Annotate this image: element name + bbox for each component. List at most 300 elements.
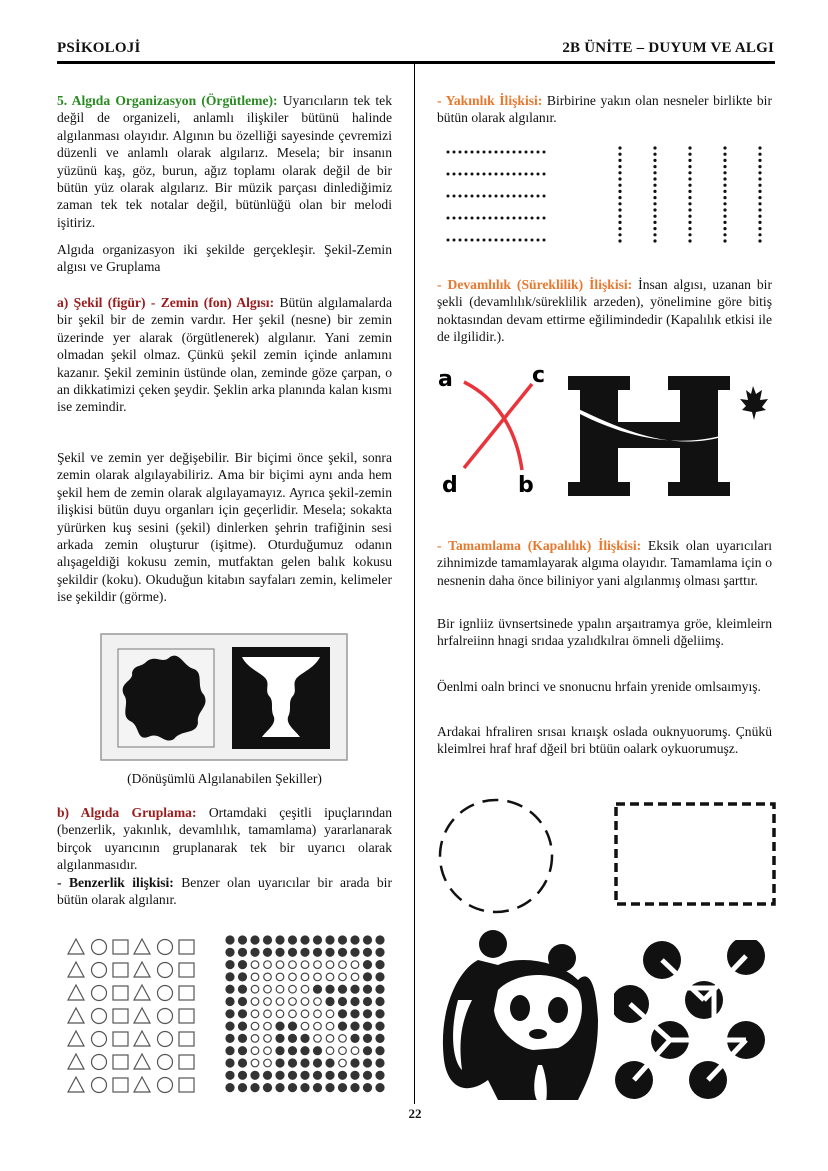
illusory-cube-figure (614, 940, 780, 1105)
filled-dot (375, 948, 384, 957)
filled-dot (325, 997, 334, 1006)
hollow-dot (264, 1035, 272, 1043)
filled-dot (300, 1058, 309, 1067)
filled-dot (350, 1034, 359, 1043)
filled-dot (288, 1046, 297, 1055)
proximity-dot (688, 227, 691, 230)
proximity-dot (459, 217, 462, 220)
proximity-dot (688, 202, 691, 205)
filled-dot (350, 1009, 359, 1018)
proximity-dot (758, 208, 761, 211)
square-shape (179, 1078, 194, 1092)
proximity-dot (618, 171, 621, 174)
proximity-dot (723, 177, 726, 180)
proximity-dot (758, 177, 761, 180)
grouping-heading: b) Algıda Gruplama: (57, 805, 197, 820)
hollow-dot (276, 985, 284, 993)
filled-dot (238, 1083, 247, 1092)
filled-dot (350, 935, 359, 944)
proximity-dot (723, 159, 726, 162)
proximity-dot (688, 165, 691, 168)
header-rule (57, 61, 775, 64)
dashed-circle-figure (436, 796, 556, 916)
similarity-text: Benzer olan uyarıcılar bir arada bir bütün olarak algılanır. (57, 875, 392, 908)
filled-dot (238, 1071, 247, 1080)
proximity-dot (688, 171, 691, 174)
proximity-dot (513, 173, 516, 176)
similarity-paragraph (57, 874, 392, 909)
proximity-dot (447, 173, 450, 176)
hollow-dot (276, 961, 284, 969)
filled-dot (363, 985, 372, 994)
filled-dot (375, 1083, 384, 1092)
hollow-dot (251, 998, 259, 1006)
proximity-dot (489, 173, 492, 176)
proximity-dot (489, 217, 492, 220)
filled-dot (225, 960, 234, 969)
filled-dot (325, 948, 334, 957)
hollow-dot (301, 985, 309, 993)
filled-dot (350, 948, 359, 957)
proximity-dot (519, 151, 522, 154)
scrambled-text-1: Bir ignliiz üvnsertsinede ypalın arşaıtramya gröe, kleimleirn hrfalreiinn hnagi srıdaa yzalıdkılraı ömneli dğeliimş. (437, 616, 772, 649)
circle-shape (158, 1055, 173, 1070)
square-shape (179, 1009, 194, 1023)
square-shape (113, 963, 128, 977)
square-shape (179, 1055, 194, 1069)
hollow-dot (314, 961, 322, 969)
filled-dot (288, 1083, 297, 1092)
filled-dot (225, 985, 234, 994)
circle-shape (158, 963, 173, 978)
proximity-dot (453, 173, 456, 176)
proximity-dot (653, 177, 656, 180)
filled-dot (363, 948, 372, 957)
hollow-dot (251, 973, 259, 981)
proximity-dot (723, 165, 726, 168)
filled-dot (300, 1083, 309, 1092)
filled-dot (375, 935, 384, 944)
proximity-dot (723, 233, 726, 236)
hollow-dot (251, 1035, 259, 1043)
proximity-dot (507, 195, 510, 198)
closure-heading: - Tamamlama (Kapalılık) İlişkisi: (437, 538, 642, 553)
illusory-edge (704, 956, 746, 1000)
filled-dot (263, 935, 272, 944)
filled-dot (363, 1034, 372, 1043)
filled-dot (375, 997, 384, 1006)
hollow-dot (326, 973, 334, 981)
proximity-dot (453, 195, 456, 198)
proximity-paragraph (437, 92, 772, 127)
filled-dot (375, 985, 384, 994)
hollow-dot (264, 985, 272, 993)
organization-heading: 5. Algıda Organizasyon (Örgütleme): (57, 93, 278, 108)
proximity-dot (483, 195, 486, 198)
square-shape (113, 986, 128, 1000)
hollow-dot (314, 1035, 322, 1043)
filled-dot (363, 960, 372, 969)
grouping-paragraph (57, 804, 392, 874)
hollow-dot (276, 1010, 284, 1018)
proximity-dot (618, 159, 621, 162)
proximity-dot (471, 173, 474, 176)
proximity-dot (723, 190, 726, 193)
proximity-dot (459, 239, 462, 242)
filled-dot (338, 985, 347, 994)
filled-dot (238, 960, 247, 969)
filled-dot (238, 985, 247, 994)
filled-dot (288, 1071, 297, 1080)
header-unit: 2B ÜNİTE – DUYUM VE ALGI (562, 40, 774, 56)
proximity-dot (501, 173, 504, 176)
proximity-dot (618, 153, 621, 156)
filled-dot (300, 1034, 309, 1043)
hollow-dot (351, 973, 359, 981)
filled-dot (288, 1034, 297, 1043)
filled-dot (300, 948, 309, 957)
filled-dot (288, 935, 297, 944)
filled-dot (338, 935, 347, 944)
proximity-dot (653, 196, 656, 199)
proximity-dot (483, 173, 486, 176)
triangle-shape (134, 985, 150, 1000)
hollow-dot (289, 961, 297, 969)
proximity-dot (688, 239, 691, 242)
filled-dot (225, 1058, 234, 1067)
hollow-dot (289, 985, 297, 993)
label-d: d (442, 473, 458, 498)
proximity-dot (495, 217, 498, 220)
grouping-text: Ortamdaki çeşitli ipuçlarından (benzerlik, yakınlık, devamlılık, tamamlama) yararlanarak birçok uyarıcının gruplanarak tek bir uyarıcı olarak algılanmasıdır. (57, 805, 393, 873)
filled-dot (338, 997, 347, 1006)
proximity-dot (471, 151, 474, 154)
proximity-dot (618, 215, 621, 218)
proximity-dot (477, 151, 480, 154)
panda-figure (438, 930, 603, 1105)
filled-dot (375, 1071, 384, 1080)
proximity-dot (465, 217, 468, 220)
proximity-dot (618, 208, 621, 211)
filled-dot (275, 1034, 284, 1043)
filled-dot (363, 997, 372, 1006)
proximity-dot (531, 151, 534, 154)
proximity-dot (495, 239, 498, 242)
filled-dot (250, 1071, 259, 1080)
proximity-dot (653, 208, 656, 211)
scrambled-text-3: Ardakai hfraliren srısaı krıaışk oslada ouknyuorumş. Çnükü kleimlrei hraf hraf dğeil bri btüün oalark oykuorumuşz. (437, 724, 772, 757)
filled-dot (300, 935, 309, 944)
hollow-dot (301, 1022, 309, 1030)
proximity-dot (758, 165, 761, 168)
continuity-text: İnsan algısı, uzanan bir şekli (devamlılık/süreklilik arzeden), yönelimine göre bitiş noktasından devam ettirme eğilimindedir (Kapalılık etkisi ile de ilgilidir.). (437, 277, 772, 345)
hollow-dot (339, 1047, 347, 1055)
proximity-dot (483, 217, 486, 220)
circle-shape (158, 986, 173, 1001)
proximity-dot (543, 151, 546, 154)
filled-dot (263, 948, 272, 957)
filled-dot (225, 997, 234, 1006)
proximity-dot (723, 171, 726, 174)
proximity-dot (758, 146, 761, 149)
proximity-dot (618, 165, 621, 168)
filled-dot (275, 1071, 284, 1080)
similarity-shapes-figure (66, 936, 206, 1098)
proximity-dot (688, 215, 691, 218)
proximity-dot (447, 239, 450, 242)
label-b: b (518, 473, 534, 498)
proximity-dot (507, 173, 510, 176)
hollow-dot (314, 998, 322, 1006)
proximity-dot (653, 190, 656, 193)
continuity-paragraph (437, 276, 772, 346)
triangle-shape (134, 939, 150, 954)
proximity-dot (501, 217, 504, 220)
triangle-shape (68, 962, 84, 977)
filled-dot (238, 1022, 247, 1031)
proximity-dot (723, 239, 726, 242)
proximity-dot (537, 173, 540, 176)
circle-shape (92, 986, 107, 1001)
proximity-dot (618, 221, 621, 224)
filled-dot (363, 1022, 372, 1031)
triangle-shape (134, 1031, 150, 1046)
filled-dot (338, 1071, 347, 1080)
proximity-dot (477, 195, 480, 198)
proximity-dot (495, 173, 498, 176)
proximity-dot (653, 239, 656, 242)
hollow-dot (326, 961, 334, 969)
proximity-dot (465, 173, 468, 176)
hollow-dot (264, 961, 272, 969)
filled-dot (375, 972, 384, 981)
filled-dot (288, 948, 297, 957)
filled-dot (338, 1083, 347, 1092)
square-shape (113, 1032, 128, 1046)
proximity-dot (618, 233, 621, 236)
proximity-dot (653, 146, 656, 149)
organization-types-paragraph: Algıda organizasyon iki şekilde gerçekleşir. Şekil-Zemin algısı ve Gruplama (57, 242, 392, 275)
filled-dot (225, 1046, 234, 1055)
hollow-dot (339, 961, 347, 969)
hollow-dot (301, 998, 309, 1006)
circle-shape (158, 1078, 173, 1093)
label-a: a (438, 367, 453, 392)
filled-dot (275, 948, 284, 957)
proximity-dot (758, 202, 761, 205)
proximity-dots-figure (440, 140, 770, 250)
proximity-dot (653, 165, 656, 168)
hollow-dot (264, 1047, 272, 1055)
circle-shape (92, 1009, 107, 1024)
proximity-dot (525, 239, 528, 242)
filled-dot (363, 1083, 372, 1092)
filled-dot (350, 1058, 359, 1067)
filled-dot (338, 1009, 347, 1018)
hollow-dot (339, 1035, 347, 1043)
proximity-dot (688, 153, 691, 156)
filled-dot (313, 948, 322, 957)
maple-leaf-icon (740, 386, 768, 420)
filled-dot (363, 972, 372, 981)
proximity-dot (537, 217, 540, 220)
proximity-dot (537, 151, 540, 154)
proximity-dot (507, 239, 510, 242)
proximity-dot (688, 233, 691, 236)
hollow-dot (301, 1010, 309, 1018)
proximity-dot (758, 233, 761, 236)
continuity-heading: - Devamlılık (Süreklilik) İlişkisi: (437, 277, 633, 292)
proximity-dot (758, 190, 761, 193)
proximity-dot (477, 217, 480, 220)
hollow-dot (351, 1047, 359, 1055)
header-subject: PSİKOLOJİ (57, 40, 141, 56)
proximity-dot (688, 208, 691, 211)
circle-shape (92, 940, 107, 955)
proximity-dot (489, 195, 492, 198)
filled-dot (275, 1058, 284, 1067)
proximity-dot (531, 217, 534, 220)
proximity-dot (453, 239, 456, 242)
filled-dot (300, 1071, 309, 1080)
proximity-dot (723, 184, 726, 187)
proximity-dot (653, 153, 656, 156)
hollow-dot (314, 1010, 322, 1018)
triangle-shape (68, 1054, 84, 1069)
proximity-dot (507, 217, 510, 220)
organization-text: Uyarıcıların tek tek değil de organizeli, anlamlı ilişkiler bütünü halinde algılanması olayıdır. Algının bu özelliği sayesinde çevremizi düzenli ve anlamlı olarak algılarız. Mesela; bir insanın yüzünü kaş, göz, burun, ağız toplamı olarak değil de bir bütün yüz olarak algılarız. Bir müzik parçası dinlediğimiz zaman tek tek notalar değil, bütünlüğü olan bir melodi işitiriz. (57, 93, 392, 230)
square-shape (113, 1055, 128, 1069)
filled-dot (225, 1083, 234, 1092)
proximity-dot (471, 217, 474, 220)
proximity-dot (531, 195, 534, 198)
proximity-dot (723, 215, 726, 218)
reversible-figures-image (100, 633, 348, 761)
triangle-shape (68, 985, 84, 1000)
proximity-dot (723, 227, 726, 230)
filled-dot (238, 1009, 247, 1018)
proximity-dot (531, 173, 534, 176)
proximity-dot (507, 151, 510, 154)
proximity-dot (653, 184, 656, 187)
scrambled-text-2: Öenlmi oaln brinci ve snonucnu hrfain yrenide omlsaımyış. (437, 679, 761, 694)
proximity-dot (525, 151, 528, 154)
closure-paragraph (437, 537, 772, 589)
proximity-dot (477, 239, 480, 242)
filled-dot (288, 1022, 297, 1031)
proximity-heading: - Yakınlık İlişkisi: (437, 93, 543, 108)
proximity-dot (447, 151, 450, 154)
proximity-dot (483, 239, 486, 242)
proximity-dot (653, 202, 656, 205)
filled-dot (263, 1083, 272, 1092)
triangle-shape (68, 939, 84, 954)
triangle-shape (68, 1031, 84, 1046)
triangle-shape (134, 1008, 150, 1023)
similarity-dot-grid (224, 934, 388, 1098)
figure-ground-heading: a) Şekil (figür) - Zemin (fon) Algısı: (57, 295, 275, 310)
filled-dot (325, 985, 334, 994)
hollow-dot (326, 1035, 334, 1043)
filled-dot (238, 997, 247, 1006)
filled-dot (363, 1009, 372, 1018)
filled-dot (275, 935, 284, 944)
hollow-dot (339, 1059, 347, 1067)
proximity-dot (688, 177, 691, 180)
hollow-dot (251, 961, 259, 969)
filled-dot (375, 1058, 384, 1067)
proximity-dot (465, 195, 468, 198)
figure-ground-paragraph (57, 294, 392, 416)
proximity-dot (618, 202, 621, 205)
proximity-dot (525, 173, 528, 176)
proximity-dot (513, 195, 516, 198)
filled-dot (288, 1058, 297, 1067)
square-shape (179, 1032, 194, 1046)
proximity-dot (513, 239, 516, 242)
label-c: c (532, 363, 546, 388)
hollow-dot (276, 998, 284, 1006)
proximity-dot (465, 239, 468, 242)
hollow-dot (301, 961, 309, 969)
proximity-dot (688, 159, 691, 162)
figure-caption: (Dönüşümlü Algılanabilen Şekiller) (127, 771, 322, 786)
hollow-dot (289, 998, 297, 1006)
proximity-dot (543, 173, 546, 176)
filled-dot (238, 1046, 247, 1055)
figure-ground-text: Bütün algılamalarda bir şekil bir de zemin vardır. Her şekil (nesne) bir zemin üzerinde yer alarak (örgütlenerek) algılanır. Yani zemin olmadan şekil olmaz. Çünkü şekil zemin içinde anlamını kazanır. Şekil zeminin üstünde olan, zeminde göze çarpan, o an dikkatimizi çeken şeydir. Şeklin arka planında kalan kısmı ise zemindir. (57, 295, 392, 415)
hollow-dot (276, 973, 284, 981)
proximity-dot (471, 195, 474, 198)
filled-dot (325, 1058, 334, 1067)
proximity-dot (519, 239, 522, 242)
filled-dot (225, 948, 234, 957)
filled-dot (313, 1046, 322, 1055)
proximity-dot (489, 151, 492, 154)
proximity-dot (525, 195, 528, 198)
filled-dot (238, 972, 247, 981)
hollow-dot (264, 1010, 272, 1018)
proximity-dot (447, 217, 450, 220)
hollow-dot (326, 1047, 334, 1055)
triangle-shape (68, 1077, 84, 1092)
proximity-dot (543, 217, 546, 220)
proximity-dot (688, 146, 691, 149)
proximity-dot (543, 239, 546, 242)
illusory-edge (662, 960, 704, 1000)
filled-dot (325, 1083, 334, 1092)
filled-dot (325, 935, 334, 944)
proximity-dot (447, 195, 450, 198)
proximity-dot (758, 227, 761, 230)
proximity-dot (618, 239, 621, 242)
filled-dot (363, 935, 372, 944)
proximity-dot (723, 196, 726, 199)
proximity-dot (471, 239, 474, 242)
proximity-dot (723, 208, 726, 211)
proximity-dot (723, 153, 726, 156)
square-shape (113, 1009, 128, 1023)
filled-dot (250, 948, 259, 957)
filled-dot (225, 972, 234, 981)
dashed-rectangle-figure (612, 800, 778, 910)
similarity-heading: - Benzerlik ilişkisi: (57, 875, 174, 890)
proximity-dot (459, 195, 462, 198)
filled-dot (375, 1034, 384, 1043)
proximity-dot (653, 227, 656, 230)
filled-dot (275, 1046, 284, 1055)
hollow-dot (251, 1047, 259, 1055)
